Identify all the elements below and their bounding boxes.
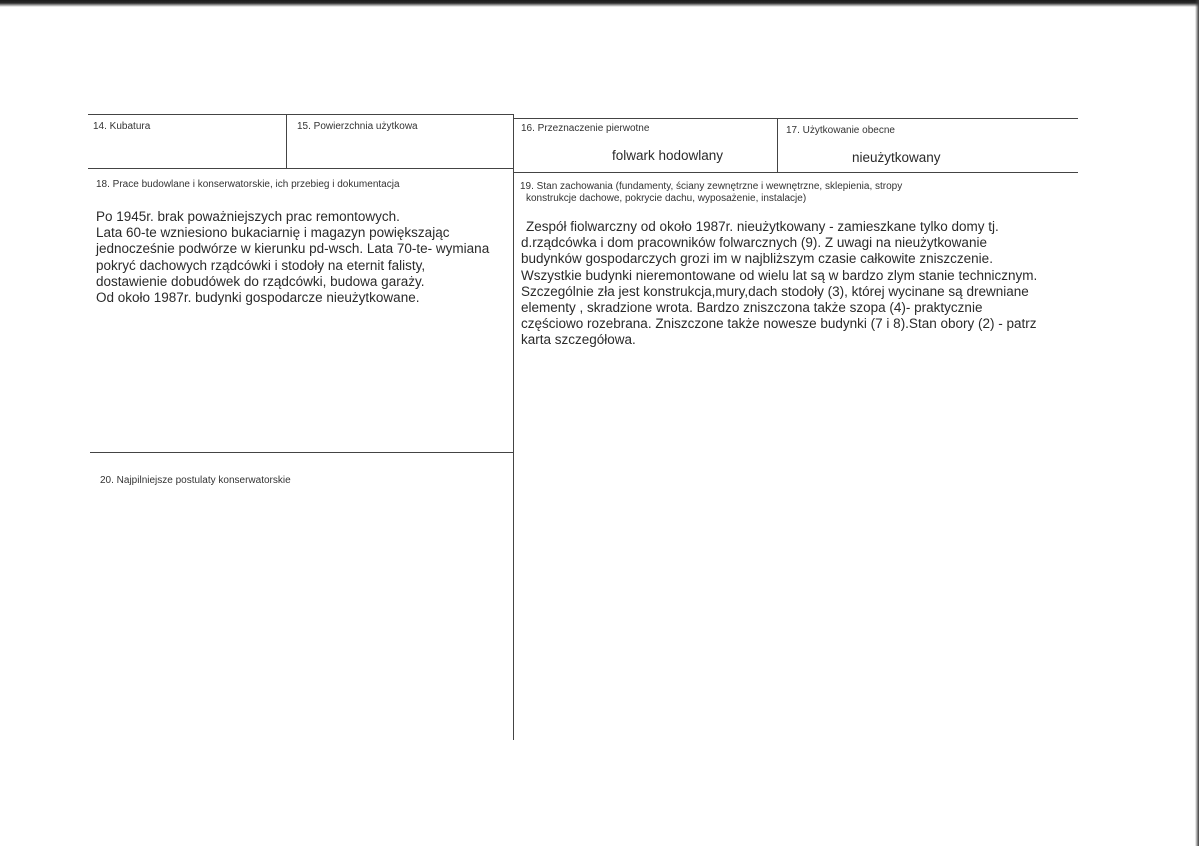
field-18-text	[96, 209, 489, 306]
field-19-line: karta szczegółowa.	[521, 332, 636, 348]
field-16-label: 16. Przeznaczenie pierwotne	[521, 123, 650, 134]
scan-top-edge	[0, 0, 1199, 7]
field-18-line: Od około 1987r. budynki gospodarcze nieużytkowane.	[96, 290, 420, 306]
field-19-line: budynków gospodarczych grozi im w najbliższym czasie całkowite zniszczenie.	[521, 251, 993, 267]
field-16-value: folwark hodowlany	[612, 148, 724, 163]
rule-top-right	[514, 118, 1078, 119]
field-18-line: Lata 60-te wzniesiono bukaciarnię i magazyn powiększając	[96, 225, 450, 241]
rule-row1-bottom-right	[514, 172, 1078, 173]
rule-divider-14-15	[286, 114, 287, 168]
rule-row2-bottom-left	[90, 452, 513, 453]
rule-top-left	[88, 114, 513, 115]
scan-right-edge	[1195, 0, 1199, 846]
field-19-label-cont: konstrukcje dachowe, pokrycie dachu, wyposażenie, instalacje)	[526, 193, 807, 204]
field-15-label: 15. Powierzchnia użytkowa	[297, 121, 418, 132]
field-17-value: nieużytkowany	[852, 150, 941, 165]
field-18-line: jednocześnie podwórze w kierunku pd-wsch. Lata 70-te- wymiana	[96, 241, 490, 257]
field-19-label: 19. Stan zachowania (fundamenty, ściany zewnętrzne i wewnętrzne, sklepienia, stropy	[520, 181, 903, 192]
field-19-line: częściowo rozebrana. Zniszczone także nowesze budynki (7 i 8).Stan obory (2) - patrz	[521, 316, 1037, 332]
field-19-text	[521, 219, 1037, 349]
field-17-label: 17. Użytkowanie obecne	[786, 125, 895, 136]
field-19-line: Wszystkie budynki nieremontowane od wielu lat są w bardzo zlym stanie technicznym.	[521, 267, 1038, 283]
field-14-label: 14. Kubatura	[93, 121, 151, 132]
field-19-line: elementy , skradzione wrota. Bardzo zniszczona także szopa (4)- praktycznie	[521, 300, 983, 316]
field-18-line: dostawienie dobudówek do rządcówki, budowa garaży.	[96, 273, 425, 289]
field-20-label: 20. Najpilniejsze postulaty konserwatorskie	[100, 475, 291, 486]
field-18-line: Po 1945r. brak poważniejszych prac remontowych.	[96, 209, 400, 224]
field-19-line: Szczególnie zła jest konstrukcja,mury,dach stodoły (3), której wycinane są drewniane	[521, 283, 1029, 299]
rule-center-divider	[513, 114, 514, 740]
rule-row1-bottom-left	[88, 168, 513, 169]
field-19-line: Zespół fiolwarczny od około 1987r. nieużytkowany - zamieszkane tylko domy tj.	[526, 219, 999, 234]
field-18-line: pokryć dachowych rządcówki i stodoły na eternit falisty,	[96, 257, 426, 273]
field-18-label: 18. Prace budowlane i konserwatorskie, ich przebieg i dokumentacja	[96, 179, 400, 190]
field-19-line: d.rządcówka i dom pracowników folwarcznych (9). Z uwagi na nieużytkowanie	[521, 235, 987, 251]
rule-divider-16-17	[777, 118, 778, 172]
